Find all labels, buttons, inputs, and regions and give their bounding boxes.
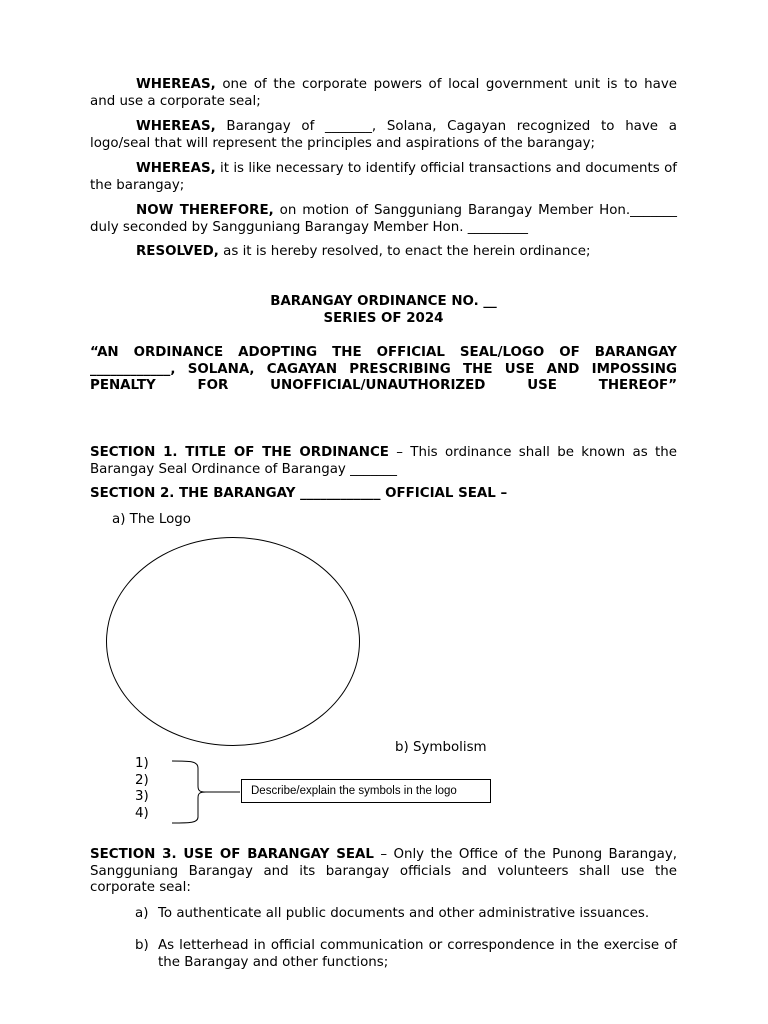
section-3-item-a: To authenticate all public documents and other administrative issuances. [158,906,650,921]
ordinance-number: BARANGAY ORDINANCE NO. __ [270,294,497,309]
symbol-number-list [135,756,165,822]
ordinance-series: SERIES OF 2024 [323,311,444,326]
whereas-text: one of the corporate powers of local government unit is to have and use a corporate seal; [90,77,677,109]
section-3-heading: SECTION 3. USE OF BARANGAY SEAL [90,847,374,862]
whereas-paragraph-3 [90,161,677,194]
section-1-heading: SECTION 1. TITLE OF THE ORDINANCE [90,445,389,460]
resolved-text: as it is hereby resolved, to enact the herein ordinance; [218,244,591,259]
now-therefore-text: on motion of Sangguniang Barangay Member Hon._______ duly seconded by Sangguniang Barangay Member Hon. _________ [90,203,677,235]
whereas-lead: WHEREAS, [136,77,216,92]
section-3-marker-b: b) [135,938,149,953]
resolved-lead: RESOLVED, [136,244,219,259]
symbolism-callout-box: Describe/explain the symbols in the logo [241,779,491,803]
symbol-number: 2) [135,772,149,788]
symbol-number: 3) [135,789,149,805]
now-therefore-lead: NOW THEREFORE, [136,203,274,218]
logo-label: a) The Logo [112,512,191,527]
section-3-text: – Only the Office of the Punong Barangay, Sangguniang Barangay and its barangay officials and volunteers shall use the corporate seal: [90,847,677,896]
whereas-lead: WHEREAS, [136,119,216,134]
section-2-heading: SECTION 2. THE BARANGAY ____________ OFFICIAL SEAL – [90,486,508,501]
logo-placeholder-circle [106,537,360,746]
section-3-item-b: As letterhead in official communication or correspondence in the exercise of the Barangay and other functions; [158,938,677,970]
symbolism-label: b) Symbolism [395,740,487,755]
ordinance-title: “AN ORDINANCE ADOPTING THE OFFICIAL SEAL/LOGO OF BARANGAY ____________, SOLANA, CAGAYAN PRESCRIBING THE USE AND IMPOSSING PENALTY FOR UNOFFICIAL/UNAUTHORIZED USE THEREOF” [90,345,677,394]
now-therefore-paragraph [90,203,677,236]
symbol-number: 4) [135,805,149,821]
document-page [90,0,677,1024]
section-3-marker-a: a) [135,906,149,921]
whereas-text: Barangay of _______, Solana, Cagayan recognized to have a logo/seal that will represent the principles and aspirations of the barangay; [90,119,677,151]
section-3 [90,847,677,897]
whereas-lead: WHEREAS, [136,161,216,176]
section-1-text: – This ordinance shall be known as the Barangay Seal Ordinance of Barangay _______ [90,445,677,477]
whereas-paragraph-2 [90,119,677,152]
right-brace-connector [170,760,242,826]
section-1 [90,445,677,478]
whereas-text: it is like necessary to identify official transactions and documents of the barangay; [90,161,677,193]
symbol-number: 1) [135,756,149,771]
resolved-paragraph [90,244,677,261]
whereas-paragraph-1 [90,77,677,110]
